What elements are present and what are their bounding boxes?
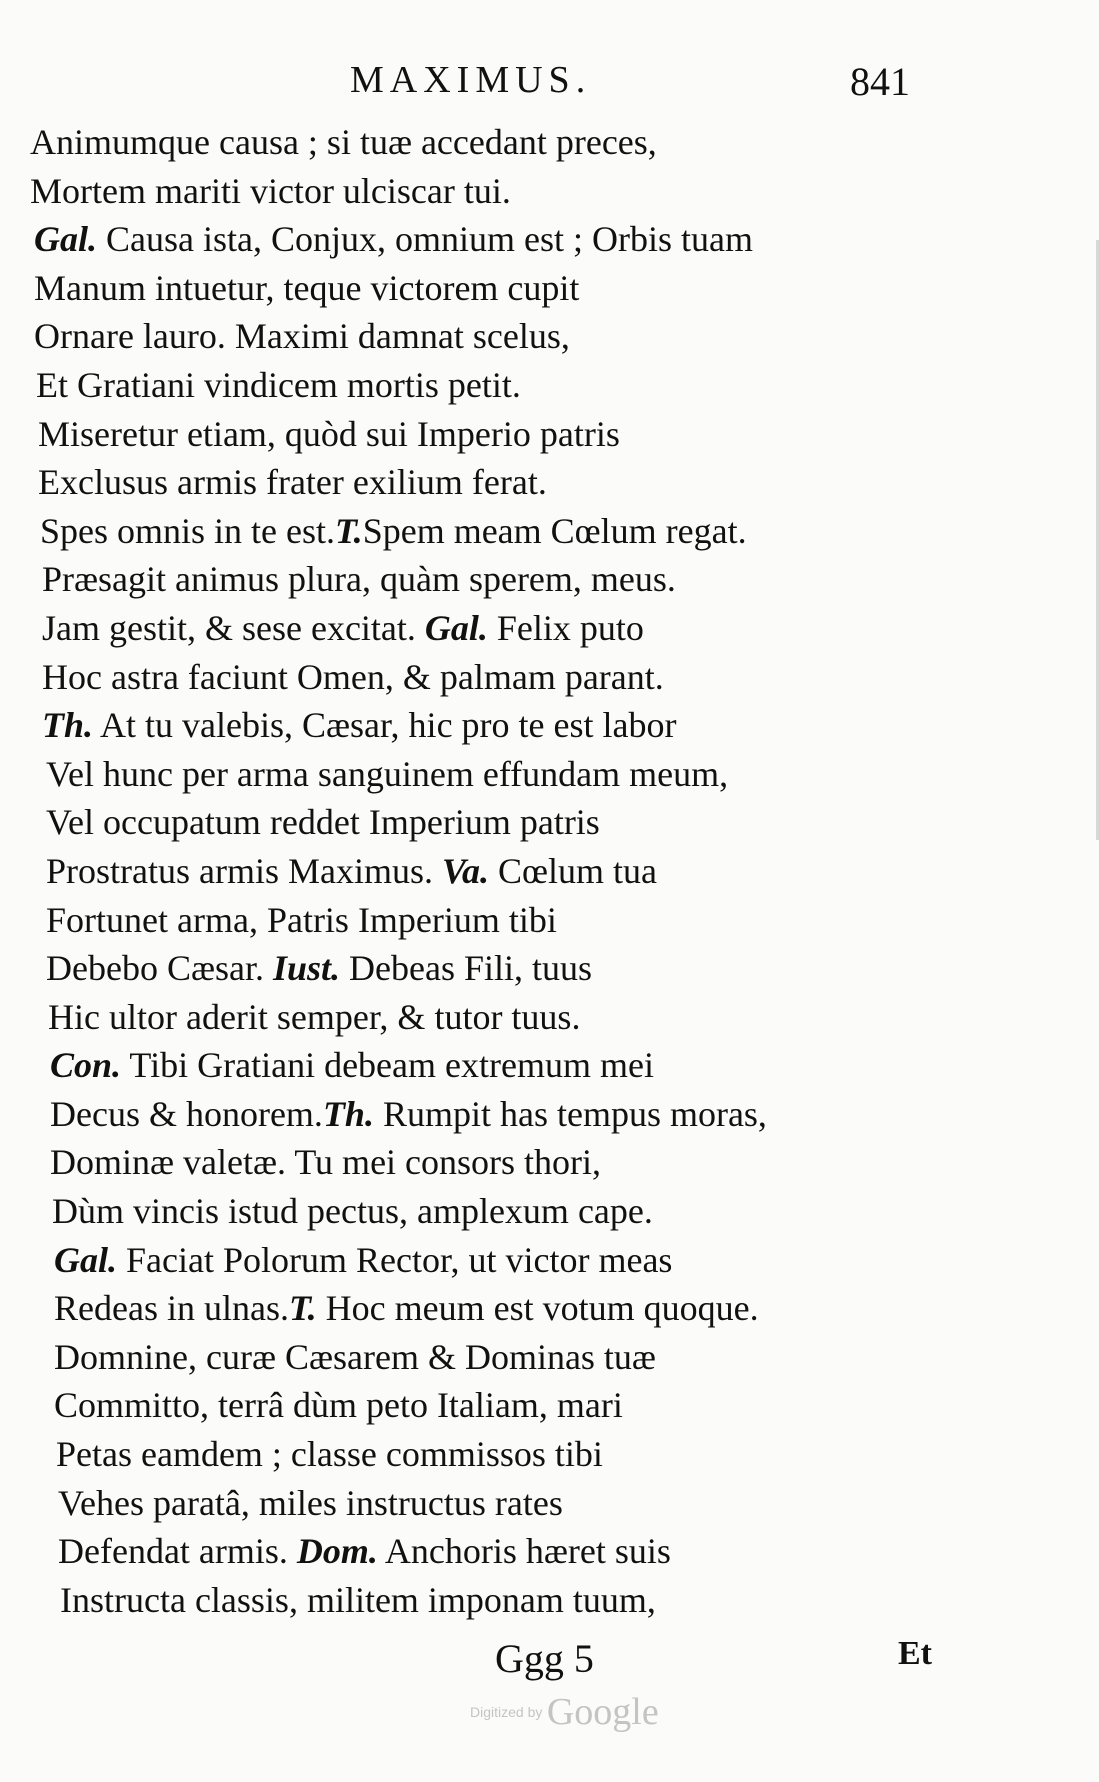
- verse-text-run: Hoc meum est votum quoque.: [316, 1288, 759, 1329]
- verse-text-run: Defendat armis.: [58, 1531, 297, 1572]
- running-title: MAXIMUS.: [350, 59, 592, 101]
- verse-line: [30, 1236, 960, 1285]
- verse-text-run: Animumque causa ; si tuæ accedant preces,: [30, 122, 657, 162]
- verse-text-run: Decus & honorem.: [50, 1093, 323, 1134]
- speaker-abbrev: Gal.: [424, 607, 488, 648]
- verse-text-run: Debebo Cæsar.: [46, 948, 273, 989]
- verse-text-run: Petas eamdem ; classe commissos tibi: [56, 1434, 603, 1475]
- speaker-abbrev: Con.: [50, 1045, 122, 1086]
- verse-line: [30, 1333, 960, 1382]
- verse-text-run: Vel occupatum reddet Imperium patris: [46, 802, 600, 843]
- verse-line: [30, 1576, 960, 1625]
- verse-text-run: Spem meam Cœlum regat.: [362, 510, 747, 551]
- verse-text-run: Dominæ valetæ. Tu mei consors thori,: [50, 1142, 602, 1183]
- verse-line: [30, 1381, 960, 1430]
- verse-line: [30, 701, 960, 750]
- speaker-abbrev: Va.: [441, 850, 490, 891]
- verse-text-run: Manum intuetur, teque victorem cupit: [34, 267, 580, 308]
- verse-text-run: Debeas Fili, tuus: [340, 948, 592, 989]
- verse-text-run: Cœlum tua: [489, 850, 658, 891]
- verse-text-run: Præsagit animus plura, quàm sperem, meus.: [42, 559, 676, 600]
- verse-text-run: Miseretur etiam, quòd sui Imperio patris: [38, 413, 620, 454]
- verse-line: [30, 410, 960, 459]
- verse-line: [30, 1187, 960, 1236]
- verse-text-run: Faciat Polorum Rector, ut victor meas: [117, 1239, 673, 1280]
- verse-text-run: At tu valebis, Cæsar, hic pro te est labor: [93, 705, 677, 746]
- verse-line: [30, 798, 960, 847]
- verse-line: [30, 1138, 960, 1187]
- verse-line: [30, 1430, 960, 1479]
- speaker-abbrev: Th.: [322, 1093, 374, 1134]
- verse-text-run: Fortunet arma, Patris Imperium tibi: [46, 899, 557, 940]
- verse-line: [30, 264, 960, 313]
- speaker-abbrev: Gal.: [54, 1239, 117, 1280]
- verse-text-run: Mortem mariti victor ulciscar tui.: [30, 170, 511, 211]
- verse-line: [30, 555, 960, 604]
- verse-text-run: Vel hunc per arma sanguinem effundam meum,: [46, 753, 729, 794]
- speaker-abbrev: T.: [288, 1288, 317, 1329]
- speaker-abbrev: Iust.: [272, 948, 341, 989]
- verse-line: [30, 993, 960, 1042]
- verse-text: [30, 118, 960, 1624]
- verse-line: [30, 167, 960, 216]
- catchword: Et: [898, 1635, 932, 1672]
- verse-line: [30, 944, 960, 993]
- verse-text-run: Hic ultor aderit semper, & tutor tuus.: [48, 996, 581, 1037]
- verse-text-run: Prostratus armis Maximus.: [46, 850, 442, 891]
- verse-line: [30, 604, 960, 653]
- verse-line: [30, 215, 960, 264]
- verse-line: [30, 312, 960, 361]
- verse-line: [30, 847, 960, 896]
- verse-line: [30, 1527, 960, 1576]
- verse-text-run: Exclusus armis frater exilium ferat.: [38, 462, 547, 503]
- verse-text-run: Felix puto: [487, 607, 644, 648]
- verse-line: [30, 1090, 960, 1139]
- verse-text-run: Hoc astra faciunt Omen, & palmam parant.: [42, 656, 664, 697]
- verse-line: [30, 1284, 960, 1333]
- verse-text-run: Instructa classis, militem imponam tuum,: [60, 1579, 656, 1620]
- verse-text-run: Rumpit has tempus moras,: [373, 1093, 767, 1134]
- verse-text-run: Et Gratiani vindicem mortis petit.: [36, 364, 521, 405]
- speaker-abbrev: Gal.: [34, 219, 97, 260]
- verse-text-run: Dùm vincis istud pectus, amplexum cape.: [52, 1191, 653, 1232]
- signature-mark: Ggg 5: [495, 1636, 594, 1681]
- verse-line: [30, 361, 960, 410]
- page-number: 841: [850, 59, 910, 104]
- verse-text-run: Anchoris hæret suis: [377, 1531, 671, 1572]
- watermark-prefix: Digitized by: [470, 1704, 543, 1720]
- verse-text-run: Tibi Gratiani debeam extremum mei: [121, 1045, 654, 1086]
- running-head: [0, 58, 1099, 108]
- verse-text-run: Committo, terrâ dùm peto Italiam, mari: [54, 1385, 623, 1426]
- verse-line: [30, 507, 960, 556]
- verse-text-run: Jam gestit, & sese excitat.: [42, 607, 425, 648]
- verse-text-run: Domnine, curæ Cæsarem & Dominas tuæ: [54, 1336, 656, 1377]
- watermark-brand: Google: [546, 1691, 659, 1733]
- verse-line: [30, 1479, 960, 1528]
- verse-line: [30, 653, 960, 702]
- verse-line: [30, 458, 960, 507]
- verse-line: [30, 896, 960, 945]
- verse-text-run: Spes omnis in te est.: [40, 510, 335, 551]
- page-footer: [0, 1635, 1099, 1685]
- speaker-abbrev: Dom.: [296, 1531, 378, 1572]
- verse-line: [30, 1041, 960, 1090]
- speaker-abbrev: Th.: [42, 705, 94, 746]
- verse-text-run: Ornare lauro. Maximi damnat scelus,: [34, 316, 570, 357]
- verse-text-run: Causa ista, Conjux, omnium est ; Orbis tuam: [97, 219, 753, 260]
- digitized-watermark: [470, 1690, 659, 1734]
- verse-text-run: Vehes paratâ, miles instructus rates: [58, 1482, 563, 1523]
- speaker-abbrev: T.: [335, 510, 363, 551]
- verse-line: [30, 750, 960, 799]
- verse-line: [30, 118, 960, 167]
- verse-text-run: Redeas in ulnas.: [54, 1288, 289, 1329]
